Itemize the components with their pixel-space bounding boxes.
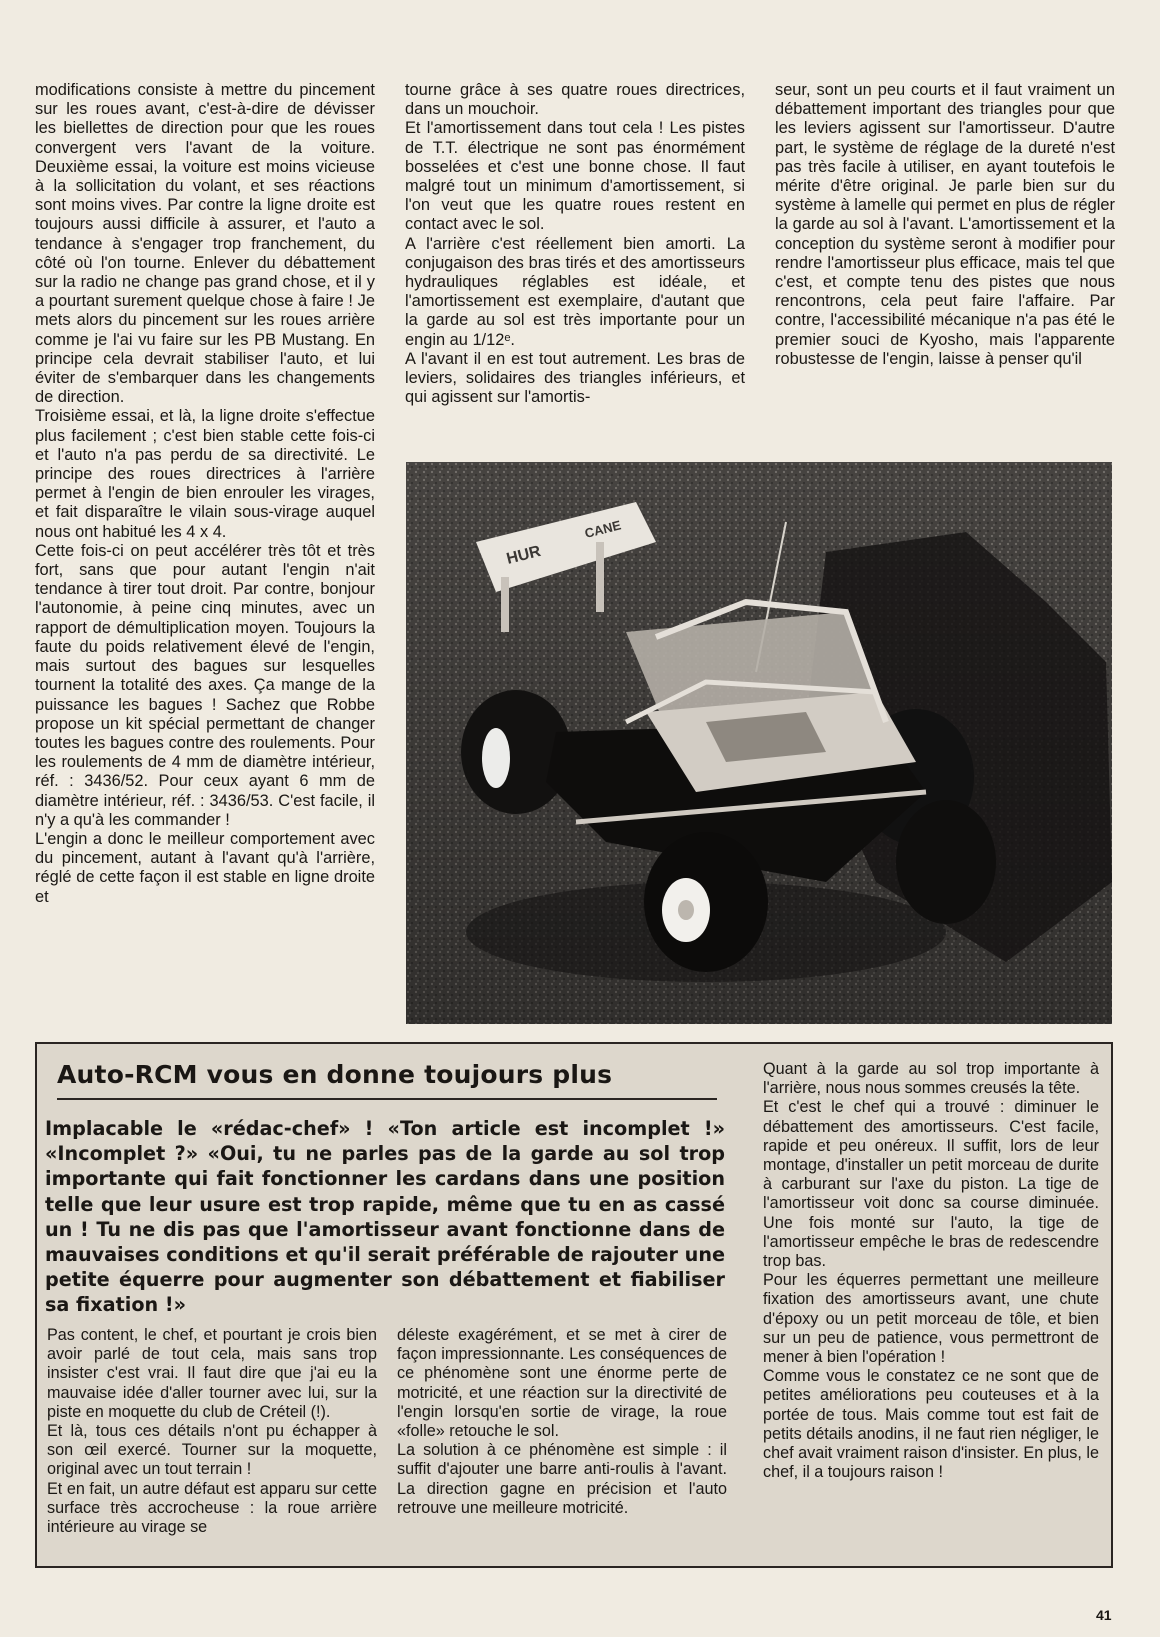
wing-label-right: CANE: [583, 517, 623, 541]
paragraph: A l'arrière c'est réellement bien amorti. La conjugaison des bras tirés et des amortisseurs hydrauliques réglables est idéale, et l'amortissement est exemplaire, d'autant que la garde au sol est très importante pour un engin au 1/12ᵉ.: [405, 234, 745, 349]
paragraph: tourne grâce à ses quatre roues directrices, dans un mouchoir.: [405, 81, 745, 119]
rc-buggy-illustration: [406, 462, 1112, 1024]
box-column-2: [397, 1326, 727, 1518]
box-lead: Implacable le «rédac-chef» ! «Ton article est incomplet !» «Incomplet ?» «Oui, tu ne parles pas de la garde au sol trop importante qui fait fonctionner les cardans dans une position telle que leur usure est trop rapide, même que tu en as cassé un ! Tu ne dis pas que l'amortisseur avant fonctionne dans de mauvaises conditions et qu'il serait préférable de rajouter une petite équerre pour augmenter son débattement et fiabiliser sa fixation !»: [45, 1117, 725, 1317]
article-column-1: [35, 81, 375, 907]
paragraph: L'engin a donc le meilleur comportement avec du pincement, autant à l'avant qu'à l'arrière, réglé de cette façon il est stable en ligne droite et: [35, 829, 375, 906]
paragraph: Troisième essai, et là, la ligne droite s'effectue plus facilement ; c'est bien stable cette fois-ci et l'auto n'a pas perdu de sa directivité. Le principe des roues directrices à l'arrière permet à l'engin de bien enrouler les virages, et fait disparaître le vilain sous-virage auquel nous ont habitué les 4 x 4.: [35, 407, 375, 541]
page-number: 41: [1096, 1607, 1112, 1623]
paragraph: Et l'amortissement dans tout cela ! Les pistes de T.T. électrique ne sont pas énormément bosselées et c'est une bonne chose. Il faut malgré tout un minimum d'amortissement, si l'on veut que les quatre roues restent en contact avec le sol.: [405, 119, 745, 234]
sidebar-box: [35, 1042, 1113, 1568]
paragraph: seur, sont un peu courts et il faut vraiment un débattement important des triangles pour que les leviers agissent sur l'amortisseur. D'autre part, le système de réglage de la dureté n'est pas très facile à utiliser, en ayant toutefois le mérite d'être original. Je parle bien sur du système à lamelle qui permet en plus de régler la garde au sol à l'avant. L'amortissement et la conception du système seront à modifier pour rendre l'amortisseur plus efficace, mais tel que c'est, et compte tenu des pistes que nous rencontrons, cela peut faire l'affaire. Par contre, l'accessibilité mécanique n'a pas été le premier souci de Kyosho, mais l'apparente robustesse de l'engin, laisse à penser qu'il: [775, 81, 1115, 368]
paragraph: Pour les équerres permettant une meilleure fixation des amortisseurs avant, une chute d'époxy ou un petit morceau de tôle, et bien sur un peu de patience, vous permettront de mener à bien l'opération !: [763, 1271, 1099, 1367]
paragraph: déleste exagérément, et se met à cirer de façon impressionnante. Les conséquences de ce phénomène sont une énorme perte de motricité, et une réaction sur la directivité de l'engin lorsqu'en sortie de virage, la roue «folle» retouche le sol.: [397, 1326, 727, 1441]
paragraph: Pas content, le chef, et pourtant je crois bien avoir parlé de tout cela, mais sans trop insister c'est vrai. Il faut dire que j'ai eu la mauvaise idée d'aller tourner avec lui, sur la piste en moquette du club de Créteil (!).: [47, 1326, 377, 1421]
paragraph: Quant à la garde au sol trop importante à l'arrière, nous nous sommes creusés la tête.: [763, 1060, 1099, 1098]
paragraph: Et là, tous ces détails n'ont pu échapper à son œil exercé. Tourner sur la moquette, original avec un tout terrain !: [47, 1422, 377, 1479]
paragraph: La solution à ce phénomène est simple : il suffit d'ajouter une barre anti-roulis à l'avant. La direction gagne en précision et l'auto retrouve une meilleure motricité.: [397, 1441, 727, 1517]
paragraph: Comme vous le constatez ce ne sont que de petites améliorations peu couteuses et à la portée de tous. Mais comme tout est fait de petits détails anodins, il ne faut rien négliger, le chef avait vraiment raison d'insister. En plus, le chef, il a toujours raison !: [763, 1367, 1099, 1482]
paragraph: A l'avant il en est tout autrement. Les bras de leviers, solidaires des triangles inférieurs, et qui agissent sur l'amortis-: [405, 349, 745, 407]
wheel-rim: [482, 728, 510, 788]
article-column-3: [775, 81, 1115, 369]
article-column-2: [405, 81, 745, 407]
wing-label-left: HUR: [504, 542, 543, 568]
box-column-1: [47, 1326, 377, 1537]
paragraph: modifications consiste à mettre du pincement sur les roues avant, c'est-à-dire de dévisser les biellettes de direction pour que les roues convergent vers l'avant de la voiture. Deuxième essai, la voiture est moins vicieuse à la sollicitation du volant, et ses réactions sont moins vives. Par contre la ligne droite est toujours aussi difficile à assurer, et l'auto a tendance à s'engager trop franchement, du côté où l'on tourne. Enlever du débattement sur la radio ne change pas grand chose, et il y a pourtant surement quelque chose à faire ! Je mets alors du pincement sur les roues arrière comme je l'ai vu faire sur les PB Mustang. En principe cela devrait stabiliser l'auto, et lui éviter de s'embarquer dans les changements de direction.: [35, 81, 375, 407]
paragraph: Cette fois-ci on peut accélérer très tôt et très fort, sans que pour autant l'engin n'ait tendance à tirer tout droit. Par contre, bonjour l'autonomie, à peine cinq minutes, avec un rapport de démultiplication moyen. Toujours la faute du poids relativement élevé de l'engin, mais surtout des bagues sur lesquelles tournent la totalité des axes. Ça mange de la puissance les bagues ! Sachez que Robbe propose un kit spécial permettant de changer toutes les bagues contre des roulements. Pour les roulements de 4 mm de diamètre intérieur, réf. : 3436/52. Pour ceux ayant 6 mm de diamètre intérieur, réf. : 3436/53. C'est facile, il n'y a qu'à les commander !: [35, 541, 375, 829]
rc-buggy-photo: [406, 462, 1112, 1024]
paragraph: Et c'est le chef qui a trouvé : diminuer le débattement des amortisseurs. C'est facile, rapide et peu onéreux. Il suffit, lors de leur montage, d'installer un petit morceau de durite à carburant sur l'axe du piston. La tige de l'amortisseur voit donc sa course diminuée. Une fois monté sur l'auto, la tige de l'amortisseur empêche le bras de redescendre trop bas.: [763, 1098, 1099, 1271]
box-title: Auto-RCM vous en donne toujours plus: [57, 1058, 717, 1100]
paragraph: Et en fait, un autre défaut est apparu sur cette surface très accrocheuse : la roue arrière intérieure au virage se: [47, 1479, 377, 1537]
box-column-3: [763, 1060, 1099, 1482]
